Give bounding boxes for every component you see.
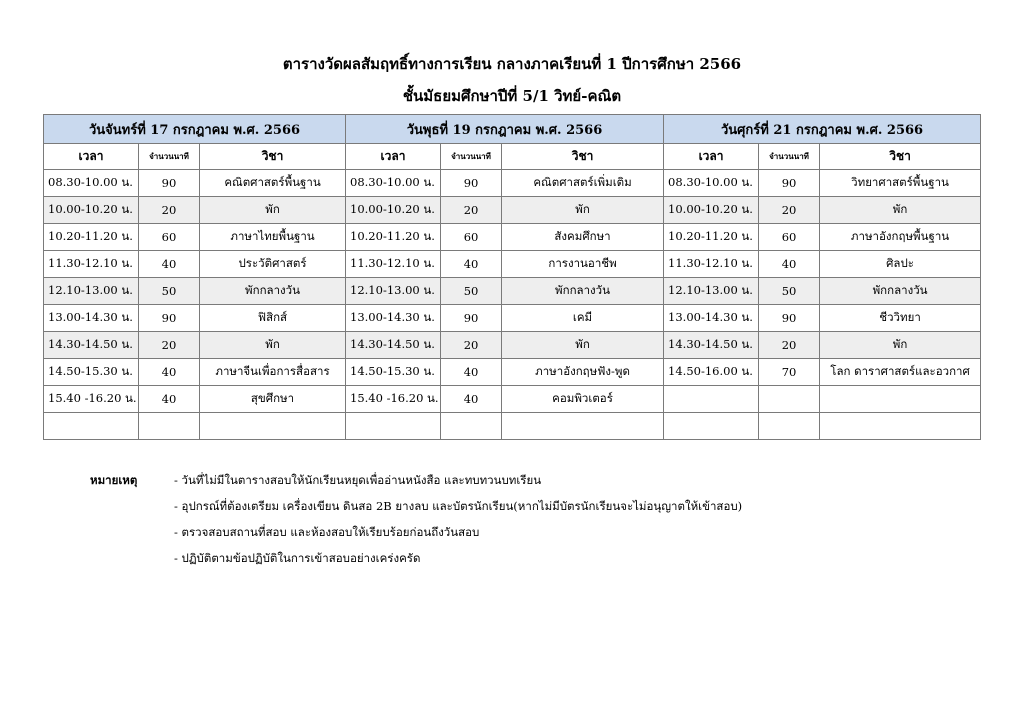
subject-cell: พักกลางวัน	[820, 278, 981, 305]
minutes-cell: 20	[441, 197, 502, 224]
minutes-cell	[759, 413, 820, 440]
subject-cell: สังคมศึกษา	[502, 224, 664, 251]
time-cell: 08.30-10.00 น.	[44, 170, 139, 197]
subject-cell: คอมพิวเตอร์	[502, 386, 664, 413]
table-row	[44, 224, 981, 251]
time-cell: 11.30-12.10 น.	[44, 251, 139, 278]
subject-cell	[200, 413, 346, 440]
time-cell: 10.20-11.20 น.	[346, 224, 441, 251]
column-header-minutes: จำนวนนาที	[441, 144, 502, 170]
minutes-cell: 50	[441, 278, 502, 305]
minutes-cell: 60	[139, 224, 200, 251]
table-row	[44, 413, 981, 440]
column-header-subject: วิชา	[820, 144, 981, 170]
time-cell: 10.20-11.20 น.	[664, 224, 759, 251]
minutes-cell: 90	[139, 305, 200, 332]
minutes-cell: 50	[139, 278, 200, 305]
subject-cell: ศิลปะ	[820, 251, 981, 278]
time-cell: 15.40 -16.20 น.	[346, 386, 441, 413]
subject-cell: พัก	[820, 332, 981, 359]
subject-cell: ภาษาอังกฤษพื้นฐาน	[820, 224, 981, 251]
column-header-minutes: จำนวนนาที	[759, 144, 820, 170]
schedule-body	[44, 170, 981, 440]
minutes-cell: 90	[441, 305, 502, 332]
minutes-cell: 90	[759, 170, 820, 197]
minutes-cell: 20	[441, 332, 502, 359]
time-cell: 12.10-13.00 น.	[664, 278, 759, 305]
table-row	[44, 359, 981, 386]
minutes-cell: 40	[441, 251, 502, 278]
notes-label: หมายเหตุ	[90, 473, 138, 487]
notes-list	[174, 472, 934, 576]
table-row	[44, 386, 981, 413]
note-item: - ตรวจสอบสถานที่สอบ และห้องสอบให้เรียบร้อยก่อนถึงวันสอบ	[174, 525, 480, 539]
subject-cell: พัก	[502, 197, 664, 224]
day-header-wednesday: วันพุธที่ 19 กรกฎาคม พ.ศ. 2566	[346, 115, 664, 144]
time-cell	[664, 386, 759, 413]
time-cell: 08.30-10.00 น.	[346, 170, 441, 197]
subject-cell: พัก	[200, 197, 346, 224]
subject-cell: ภาษาจีนเพื่อการสื่อสาร	[200, 359, 346, 386]
minutes-cell: 40	[759, 251, 820, 278]
subject-cell: คณิตศาสตร์เพิ่มเติม	[502, 170, 664, 197]
note-item: - วันที่ไม่มีในตารางสอบให้นักเรียนหยุดเพื่ออ่านหนังสือ และทบทวนบทเรียน	[174, 473, 542, 487]
minutes-cell: 20	[759, 197, 820, 224]
minutes-cell: 60	[441, 224, 502, 251]
subject-cell	[820, 413, 981, 440]
time-cell: 14.30-14.50 น.	[44, 332, 139, 359]
minutes-cell	[759, 386, 820, 413]
time-cell: 14.50-16.00 น.	[664, 359, 759, 386]
subject-cell: คณิตศาสตร์พื้นฐาน	[200, 170, 346, 197]
minutes-cell: 20	[139, 197, 200, 224]
day-header-monday: วันจันทร์ที่ 17 กรกฎาคม พ.ศ. 2566	[44, 115, 346, 144]
subject-cell: ภาษาอังกฤษฟัง-พูด	[502, 359, 664, 386]
minutes-cell: 50	[759, 278, 820, 305]
subject-cell: พักกลางวัน	[502, 278, 664, 305]
minutes-cell: 40	[139, 251, 200, 278]
table-row	[44, 278, 981, 305]
minutes-cell: 90	[139, 170, 200, 197]
minutes-cell: 60	[759, 224, 820, 251]
table-row	[44, 305, 981, 332]
time-cell: 10.00-10.20 น.	[346, 197, 441, 224]
day-header-friday: วันศุกร์ที่ 21 กรกฎาคม พ.ศ. 2566	[664, 115, 981, 144]
subject-cell: ชีววิทยา	[820, 305, 981, 332]
time-cell: 13.00-14.30 น.	[346, 305, 441, 332]
note-item: - ปฏิบัติตามข้อปฏิบัติในการเข้าสอบอย่างเคร่งครัด	[174, 551, 421, 565]
subject-cell: ฟิสิกส์	[200, 305, 346, 332]
exam-schedule-table	[43, 114, 981, 440]
column-header-time: เวลา	[346, 144, 441, 170]
minutes-cell: 40	[139, 386, 200, 413]
subject-cell	[820, 386, 981, 413]
subject-cell: พัก	[502, 332, 664, 359]
subject-cell: เคมี	[502, 305, 664, 332]
minutes-cell: 90	[759, 305, 820, 332]
minutes-cell: 40	[441, 386, 502, 413]
subject-cell: โลก ดาราศาสตร์และอวกาศ	[820, 359, 981, 386]
time-cell: 10.00-10.20 น.	[44, 197, 139, 224]
minutes-cell	[441, 413, 502, 440]
document-subtitle: ชั้นมัธยมศึกษาปีที่ 5/1 วิทย์-คณิต	[402, 87, 622, 105]
minutes-cell: 20	[139, 332, 200, 359]
table-row	[44, 251, 981, 278]
subject-cell: พัก	[200, 332, 346, 359]
column-header-subject: วิชา	[502, 144, 664, 170]
time-cell: 10.20-11.20 น.	[44, 224, 139, 251]
subject-cell: วิทยาศาสตร์พื้นฐาน	[820, 170, 981, 197]
time-cell	[664, 413, 759, 440]
time-cell: 08.30-10.00 น.	[664, 170, 759, 197]
column-header-time: เวลา	[44, 144, 139, 170]
time-cell: 11.30-12.10 น.	[664, 251, 759, 278]
minutes-cell: 70	[759, 359, 820, 386]
time-cell: 11.30-12.10 น.	[346, 251, 441, 278]
time-cell: 12.10-13.00 น.	[44, 278, 139, 305]
minutes-cell: 40	[441, 359, 502, 386]
time-cell: 10.00-10.20 น.	[664, 197, 759, 224]
subject-cell: การงานอาชีพ	[502, 251, 664, 278]
subject-cell: พักกลางวัน	[200, 278, 346, 305]
minutes-cell: 90	[441, 170, 502, 197]
subject-cell: ประวัติศาสตร์	[200, 251, 346, 278]
subject-cell: ภาษาไทยพื้นฐาน	[200, 224, 346, 251]
minutes-cell: 20	[759, 332, 820, 359]
table-row	[44, 197, 981, 224]
time-cell	[346, 413, 441, 440]
document-title: ตารางวัดผลสัมฤทธิ์ทางการเรียน กลางภาคเรียนที่ 1 ปีการศึกษา 2566	[282, 55, 742, 73]
time-cell: 13.00-14.30 น.	[664, 305, 759, 332]
time-cell: 14.50-15.30 น.	[346, 359, 441, 386]
column-header-time: เวลา	[664, 144, 759, 170]
subject-cell: พัก	[820, 197, 981, 224]
subject-cell: สุขศึกษา	[200, 386, 346, 413]
time-cell	[44, 413, 139, 440]
note-item: - อุปกรณ์ที่ต้องเตรียม เครื่องเขียน ดินสอ 2B ยางลบ และบัตรนักเรียน(หากไม่มีบัตรนักเรียนจะไม่อนุญาตให้เข้าสอบ)	[174, 499, 743, 513]
time-cell: 12.10-13.00 น.	[346, 278, 441, 305]
column-header-subject: วิชา	[200, 144, 346, 170]
table-row	[44, 332, 981, 359]
table-row	[44, 170, 981, 197]
time-cell: 13.00-14.30 น.	[44, 305, 139, 332]
time-cell: 14.30-14.50 น.	[346, 332, 441, 359]
minutes-cell	[139, 413, 200, 440]
column-header-minutes: จำนวนนาที	[139, 144, 200, 170]
time-cell: 15.40 -16.20 น.	[44, 386, 139, 413]
time-cell: 14.30-14.50 น.	[664, 332, 759, 359]
minutes-cell: 40	[139, 359, 200, 386]
subject-cell	[502, 413, 664, 440]
time-cell: 14.50-15.30 น.	[44, 359, 139, 386]
